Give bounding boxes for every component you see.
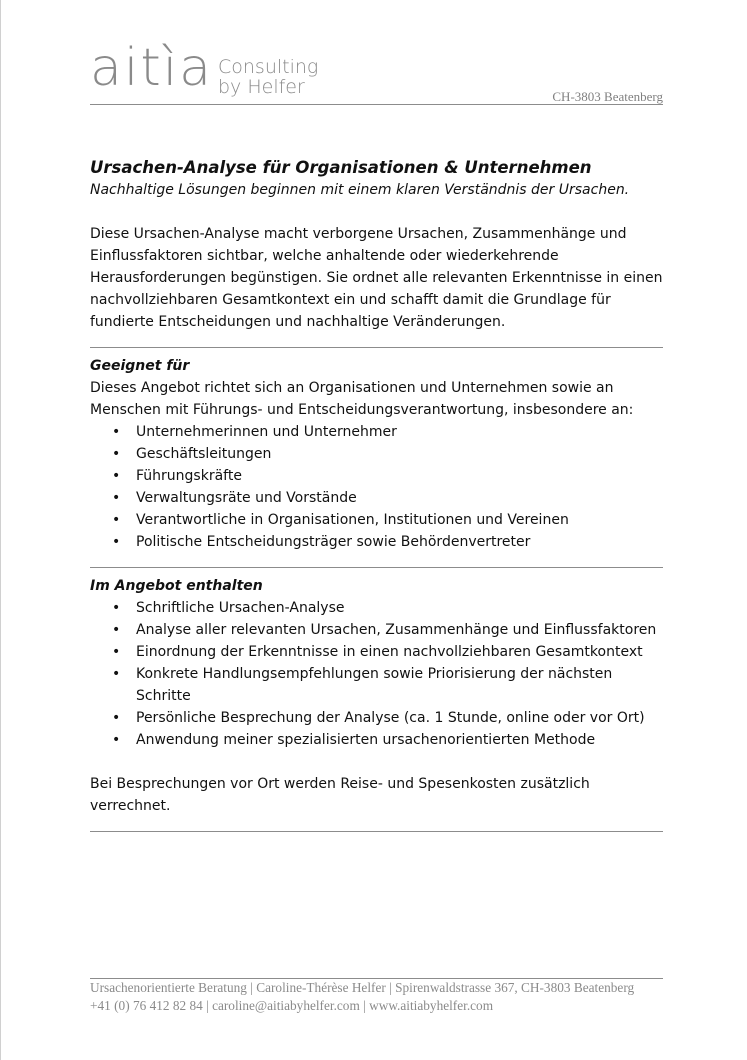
letterhead	[90, 38, 663, 106]
logo-sub-line1: Consulting	[218, 56, 319, 78]
list-item: • Einordnung der Erkenntnisse in einen nachvollziehbaren Gesamtkontext	[90, 641, 663, 663]
suitable-list	[90, 421, 663, 553]
list-item: • Persönliche Besprechung der Analyse (ca. 1 Stunde, online oder vor Ort)	[90, 707, 663, 729]
list-item: • Verwaltungsräte und Vorstände	[90, 487, 663, 509]
logo-sub-line2: by Helfer	[218, 76, 305, 98]
list-item: • Unternehmerinnen und Unternehmer	[90, 421, 663, 443]
header-divider	[90, 104, 663, 105]
suitable-text: Dieses Angebot richtet sich an Organisationen und Unternehmen sowie an Menschen mit Führungs- und Entscheidungsverantwortung, insbesondere an:	[90, 380, 634, 418]
logo-wordmark: aitìa	[90, 38, 214, 98]
footer	[90, 978, 663, 1015]
list-item: • Anwendung meiner spezialisierten ursachenorientierten Methode	[90, 729, 663, 751]
bullet-icon: •	[112, 424, 121, 440]
bullet-icon: •	[112, 710, 121, 726]
logo-subtitle	[218, 57, 318, 97]
list-item: • Verantwortliche in Organisationen, Institutionen und Vereinen	[90, 509, 663, 531]
bullet-icon: •	[112, 644, 121, 660]
list-item: • Politische Entscheidungsträger sowie Behördenvertreter	[90, 531, 663, 553]
list-item: • Schriftliche Ursachen-Analyse	[90, 597, 663, 619]
footer-contact: +41 (0) 76 412 82 84 | caroline@aitiabyhelfer.com | www.aitiabyhelfer.com	[90, 998, 494, 1013]
bullet-icon: •	[112, 732, 121, 748]
document-subtitle: Nachhaltige Lösungen beginnen mit einem klaren Verständnis der Ursachen.	[90, 182, 630, 198]
intro-paragraph: Diese Ursachen-Analyse macht verborgene Ursachen, Zusammenhänge und Einflussfaktoren sichtbar, welche anhaltende oder wiederkehrende Herausforderungen begünstigen. Sie ordnet alle relevanten Erkenntnisse in einen nachvollziehbaren Gesamtkontext ein und schafft damit die Grundlage für fundierte Entscheidungen und nachhaltige Veränderungen.	[90, 226, 663, 330]
bullet-icon: •	[112, 666, 121, 682]
included-list	[90, 597, 663, 751]
suitable-heading: Geeignet für	[90, 358, 190, 374]
bullet-icon: •	[112, 490, 121, 506]
travel-cost-note: Bei Besprechungen vor Ort werden Reise- und Spesenkosten zusätzlich verrechnet.	[90, 776, 590, 814]
bullet-icon: •	[112, 534, 121, 550]
included-heading: Im Angebot enthalten	[90, 578, 263, 594]
bullet-icon: •	[112, 512, 121, 528]
document-title: Ursachen-Analyse für Organisationen & Unternehmen	[90, 158, 592, 177]
document-body	[90, 157, 663, 832]
list-item: • Geschäftsleitungen	[90, 443, 663, 465]
footer-address: Ursachenorientierte Beratung | Caroline-Thérèse Helfer | Spirenwaldstrasse 367, CH-3803 Beatenberg	[90, 980, 635, 995]
bullet-icon: •	[112, 622, 121, 638]
section-divider	[90, 831, 663, 832]
list-item: • Führungskräfte	[90, 465, 663, 487]
bullet-icon: •	[112, 600, 121, 616]
bullet-icon: •	[112, 468, 121, 484]
page-edge	[0, 0, 1, 1060]
list-item: • Konkrete Handlungsempfehlungen sowie Priorisierung der nächsten Schritte	[90, 663, 663, 707]
header-location: CH-3803 Beatenberg	[552, 89, 663, 104]
list-item: • Analyse aller relevanten Ursachen, Zusammenhänge und Einflussfaktoren	[90, 619, 663, 641]
bullet-icon: •	[112, 446, 121, 462]
